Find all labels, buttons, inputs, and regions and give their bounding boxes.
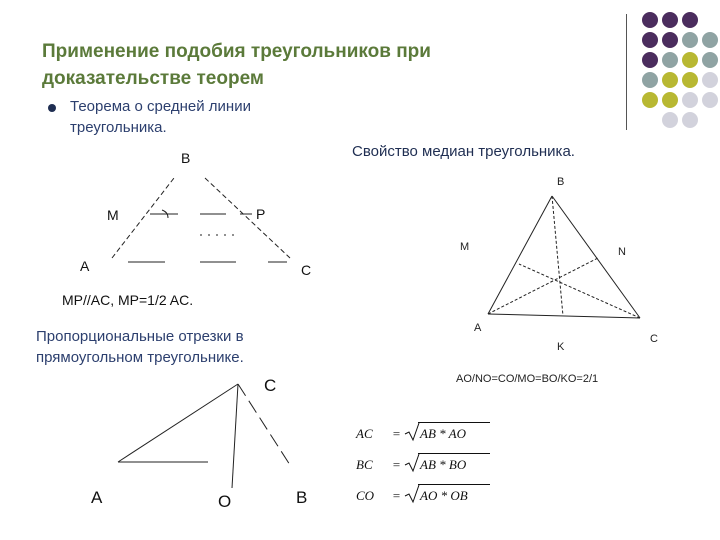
- equals-sign: =: [392, 457, 401, 472]
- formula-rhs: AO * OB: [420, 488, 468, 503]
- formula-3: [356, 488, 374, 504]
- formula-lhs: CO: [356, 488, 375, 503]
- sqrt-bar: [418, 453, 490, 454]
- label-A: A: [80, 258, 90, 274]
- theorem-line-2: треугольника.: [70, 119, 167, 136]
- label-A: A: [474, 322, 482, 334]
- median-statement: AO/NO=CO/MO=BO/KO=2/1: [456, 373, 599, 385]
- sqrt-icon: [404, 484, 420, 504]
- equals-sign: =: [392, 426, 401, 441]
- side-AC: [118, 384, 238, 462]
- label-A: A: [91, 488, 103, 507]
- prop-line-2: прямоугольном треугольнике.: [36, 349, 244, 366]
- formula-1: [356, 426, 373, 442]
- label-C: C: [301, 262, 312, 278]
- equals-sign: =: [392, 488, 401, 503]
- label-B: B: [557, 176, 565, 188]
- sqrt-bar: [418, 484, 490, 485]
- label-C: C: [264, 376, 277, 395]
- side-CB: [238, 384, 290, 465]
- prop-line-1: Пропорциональные отрезки в: [36, 328, 244, 345]
- label-O: O: [218, 492, 232, 511]
- formula-lhs: AC: [356, 426, 373, 441]
- sqrt-icon: [404, 422, 420, 442]
- height-CO: [232, 384, 238, 488]
- formula-rhs: AB * AO: [420, 426, 466, 441]
- theorem-line-1: Теорема о средней линии: [70, 98, 251, 115]
- label-M: M: [460, 241, 470, 253]
- title-line-2: доказательстве теорем: [42, 68, 264, 89]
- sqrt-icon: [404, 453, 420, 473]
- label-M: M: [107, 207, 119, 223]
- label-B: B: [296, 488, 308, 507]
- label-K: K: [557, 341, 565, 353]
- label-C: C: [650, 333, 658, 345]
- formula-rhs: AB * BO: [420, 457, 467, 472]
- sqrt-bar: [418, 422, 490, 423]
- midline-statement: MP//AC, MP=1/2 AC.: [62, 292, 194, 308]
- title-line-1: Применение подобия треугольников при: [42, 41, 431, 62]
- label-P: P: [256, 206, 266, 222]
- label-N: N: [618, 246, 626, 258]
- formula-lhs: BC: [356, 457, 373, 472]
- formula-2: [356, 457, 373, 473]
- median-title: Свойство медиан треугольника.: [352, 143, 575, 160]
- label-B: B: [181, 150, 191, 166]
